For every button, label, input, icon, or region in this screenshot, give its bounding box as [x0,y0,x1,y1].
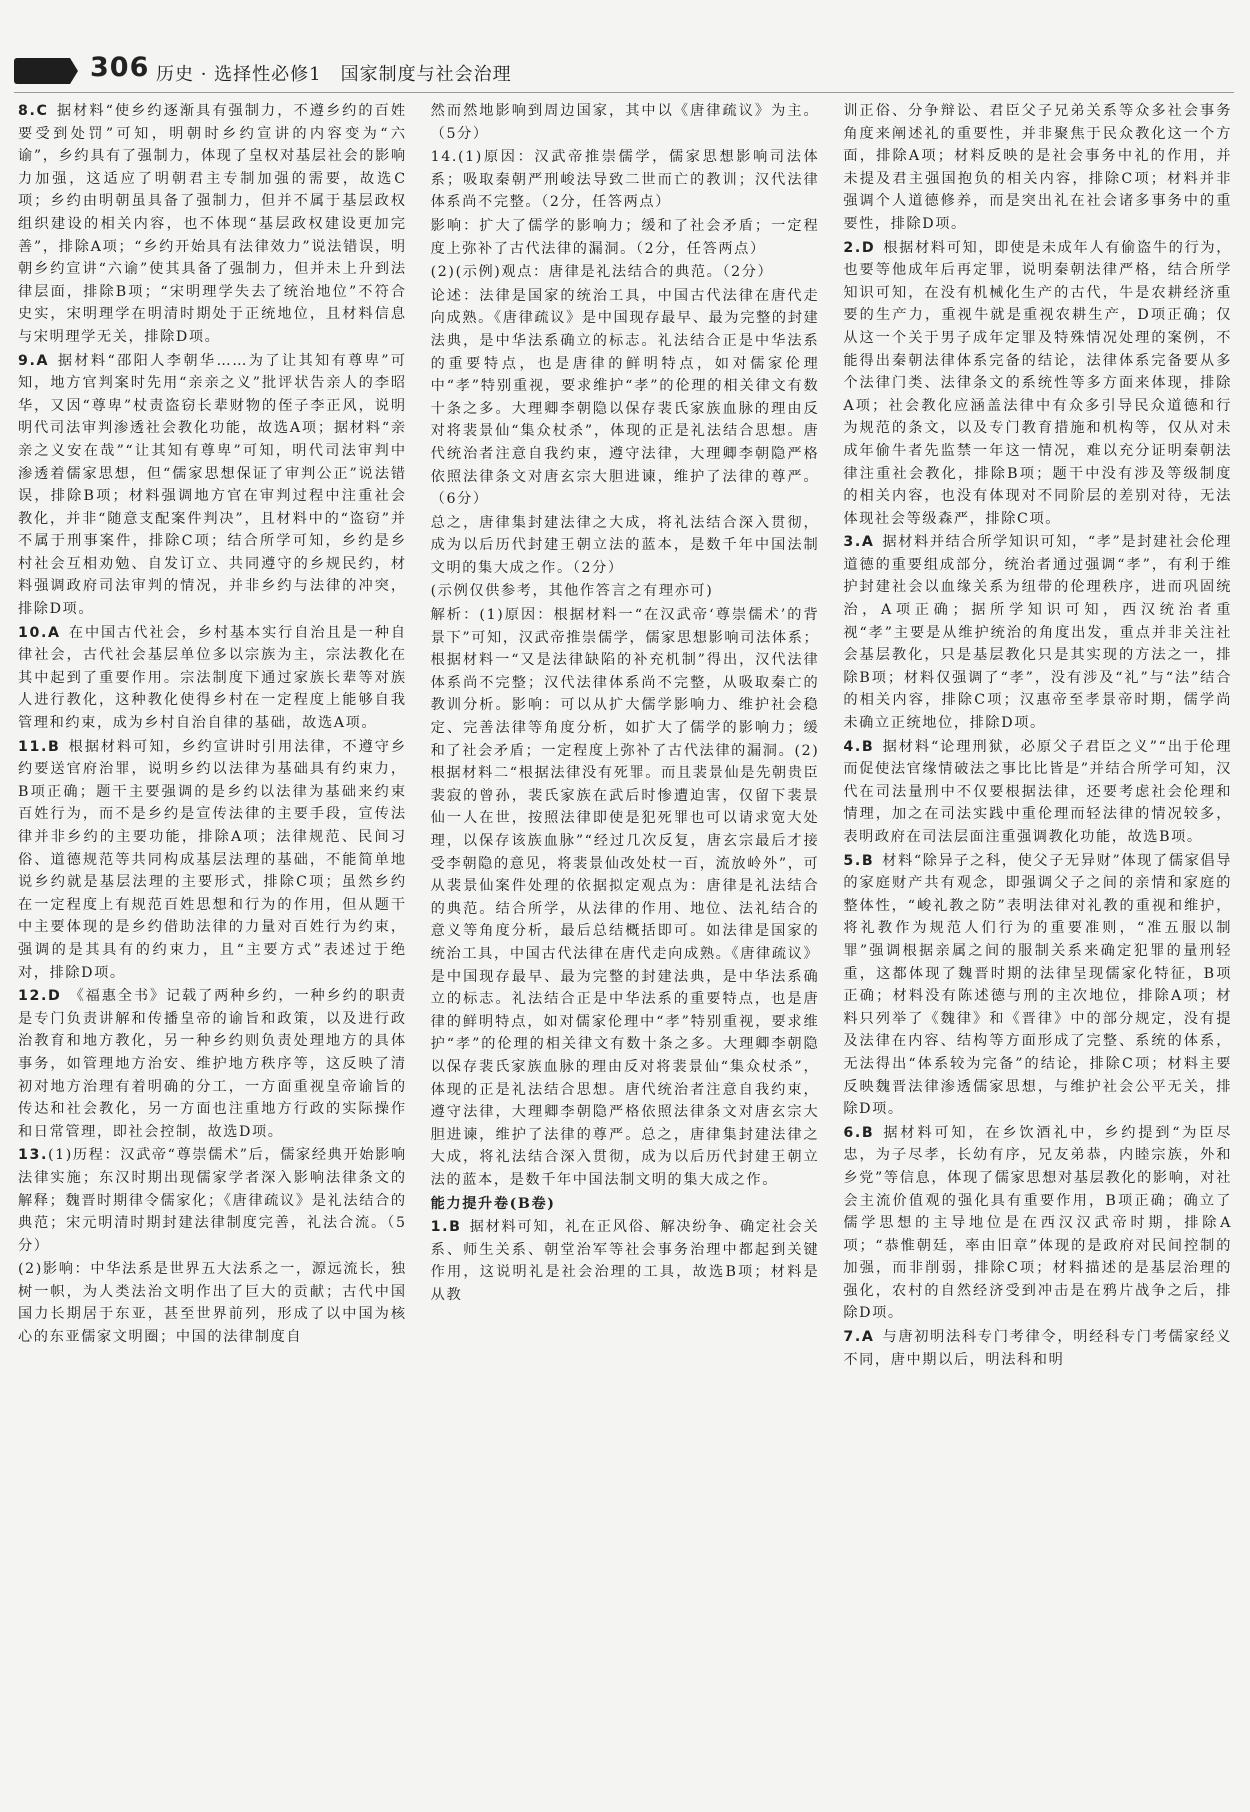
answer-letter: B [449,1219,462,1236]
book-title: 历史 · 选择性必修1 国家制度与社会治理 [156,64,512,85]
question-number: 5. [843,852,862,869]
question-number: 7. [843,1329,862,1346]
question-number: 8. [18,103,37,119]
header-tab-decoration [14,58,70,84]
answer-letter: B [861,852,875,869]
section-heading: 能力提升卷(B卷) [430,1195,556,1212]
answer-item [843,531,1232,734]
answer-item [843,736,1232,849]
answer-paragraph: 14.(1)原因：汉武帝推崇儒学，儒家思想影响司法体系；吸取秦朝严刑峻法导致二世而亡的教训；汉代法律体系尚不完整。（2分，任答两点） [430,149,820,211]
answer-item [18,622,407,735]
page-number: 306 [90,52,150,83]
answer-explanation: 训正俗、分争辩讼、君臣父子兄弟关系等众多社会事务角度来阐述礼的重要性，并非聚焦于民众教化这一个方面，排除A项；材料反映的是社会事务中礼的作用，并未提及君主强国抱负的相关内容，排除C项；材料并非强调个人道德修养，而是突出礼在社会诸多事务中的重要性，排除D项。 [843,103,1233,232]
answer-letter: A [861,1329,875,1346]
answer-item [18,350,407,621]
answer-paragraph: (2)(示例)观点：唐律是礼法结合的典范。（2分） [430,264,774,281]
page-header [14,50,1234,90]
answer-explanation: 据材料并结合所学知识可知，“孝”是封建社会伦理道德的重要组成部分，统治者通过强调“孝”，有利于维护封建社会以血缘关系为纽带的伦理秩序，进而巩固统治，A项正确；据所学知识可知，西汉统治者重视“孝”主要是从维护统治的角度出发，重点并非关注社会基层教化，只是基层教化只是其实现的方法之一，排除B项；材料仅强调了“孝”，没有涉及“礼”与“法”结合的相关内容，排除C项；汉惠帝至孝景帝时期，儒学尚未确立正统地位，排除D项。 [843,534,1233,732]
question-number: 3. [843,534,862,551]
answer-explanation: 据材料“邵阳人李朝华……为了让其知有尊卑”可知，地方官判案时先用“亲亲之义”批评状告亲人的李昭华，又因“尊卑”杖责盗窃长辈财物的侄子李正风，说明明代司法审判渗透社会教化功能，故选A项；据材料“亲亲之义安在哉”“让其知有尊卑”可知，明代司法审判中渗透着儒家思想，但“儒家思想保证了审判公正”说法错误，排除B项；材料强调地方官在审判过程中注重社会教化，并非“随意支配案件判决”，且材料中的“盗窃”并不属于刑事案件，排除C项；结合所学可知，乡约是乡村社会互相劝勉、自发订立、共同遵守的乡规民约，材料强调政府司法审判的情况，并非乡约与法律的冲突，排除D项。 [18,352,407,618]
answer-letter: B [47,738,61,755]
answer-paragraph: 解析：(1)原因：根据材料一“在汉武帝‘尊崇儒术’的背景下”可知，汉武帝推崇儒学，儒家思想影响司法体系；根据材料一“又是法律缺陷的补充机制”得出，汉代法律体系尚不完整；汉代法律体系尚不完整，从吸取秦亡的教训分析。影响：可以从扩大儒学影响力、维护社会稳定、完善法律等角度分析，如扩大了儒学的影响力；缓和了社会矛盾；一定程度上弥补了古代法律的漏洞。(2)根据材料二“根据法律没有死罪。而且裴景仙是先朝贵臣裴寂的曾孙，裴氏家族在武后时惨遭迫害，仅留下裴景仙一人在世，按照法律即使是犯死罪也可以请求宽大处理，以保存该族血脉”“经过几次反复，唐玄宗最后才接受李朝隐的意见，将裴景仙改处杖一百，流放岭外”，可从裴景仙案件处理的依据拟定观点为：唐律是礼法结合的典范。结合所学，从法律的作用、地位、法礼结合的意义等角度分析，最后总结概括即可。如法律是国家的统治工具，中国古代法律在唐代走向成熟。《唐律疏议》是中国现存最早、最为完整的封建法典，是中华法系确立的标志。礼法结合正是中华法系的重要特点，也是唐律的鲜明特点，如对儒家伦理中“孝”特别重视，要求维护“孝”的伦理的相关律文有数十条之多。大理卿李朝隐以保存裴氏家族血脉的理由反对将裴景仙“集众杖杀”，体现的正是礼法结合思想。唐代统治者注意自我约束，遵守法律，大理卿李朝隐严格依照法律条文对唐玄宗大胆进谏，维护了法律的尊严。总之，唐律集封建法律之大成，将礼法结合深入贯彻，成为以后历代封建王朝立法的蓝本，是数千年中国法制文明的集大成之作。 [430,607,820,1188]
answer-explanation: (1)历程：汉武帝“尊崇儒术”后，儒家经典开始影响法律实施；东汉时期出现儒家学者深入影响法律条文的解释；魏晋时期律令儒家化；《唐律疏议》是礼法结合的典范；宋元明清时期封建法律制度完善，礼法合流。（5分） [18,1147,407,1254]
answer-letter: B [861,738,875,755]
answer-paragraph: (示例仅供参考，其他作答言之有理亦可) [430,583,714,600]
question-number: 12. [18,988,48,1005]
answer-letter: D [47,988,62,1005]
answer-paragraph: 总之，唐律集封建法律之大成，将礼法结合深入贯彻，成为以后历代封建王朝立法的蓝本，是数千年中国法制文明的集大成之作。（2分） [430,514,820,576]
answer-letter: A [47,624,61,641]
answer-explanation: 据材料可知，礼在正风俗、解决纷争、确定社会关系、师生关系、朝堂治军等社会事务治理中都起到关键作用，这说明礼是社会治理的工具，故选B项；材料是从教 [430,1219,820,1303]
answer-explanation: (2)影响：中华法系是世界五大法系之一，源远流长，独树一帜，为人类法治文明作出了巨大的贡献；古代中国国力长期居于东亚，甚至世界前列，形成了以中国为核心的东亚儒家文明圈；中国的法律制度自 [18,1261,407,1346]
column-2 [431,100,820,1790]
answer-item [843,1326,1232,1371]
answer-explanation: 根据材料可知，即使是未成年人有偷盗牛的行为，也要等他成年后再定罪，说明秦朝法律严格，结合所学知识可知，在没有机械化生产的古代，牛是农耕经济重要的生产力，重视牛就是重视农耕生产，D项正确；仅从这一个关于男子成年定罪及特殊情况处理的案例，不能得出秦朝法律体系完备的结论，法律体系完备要从多个法律门类、法律条文的系统性等多方面来体现，排除A项；社会教化应涵盖法律中有众多引导民众道德和行为规范的条文，以及专门教育措施和机构等，仅从对未成年偷牛者先监禁一年这一情况，难以充分证明秦朝法律注重社会教化，排除B项；题干中没有涉及等级制度的相关内容，也没有体现对不同阶层的差别对待，无法体现社会等级森严，排除C项。 [843,239,1233,527]
answer-explanation: 根据材料可知，乡约宣讲时引用法律，不遵守乡约要送官府治罪，说明乡约以法律为基础具有约束力，B项正确；题干主要强调的是乡约以法律为基础来约束百姓行为，而不是乡约是宣传法律的主要手段，宣传法律并非乡约的主要功能，排除A项；法律规范、民间习俗、道德规范等共同构成基层法理的基础，不能简单地说乡约就是基层法理的主要形式，排除C项；虽然乡约在一定程度上有规范百姓思想和行为的作用，但从题干中主要体现的是乡约借助法律的力量对百姓行为约束，强调的是其具有的约束力，且“主要方式”表述过于绝对，排除D项。 [18,738,407,981]
answer-item [18,1258,407,1348]
text-columns [18,100,1232,1790]
answer-paragraph: 影响：扩大了儒学的影响力；缓和了社会矛盾；一定程度上弥补了古代法律的漏洞。（2分，任答两点） [430,217,820,257]
answer-explanation: 据材料“使乡约逐渐具有强制力，不遵乡约的百姓要受到处罚”可知，明朝时乡约宣讲的内容变为“六谕”，乡约具有了强制力，体现了皇权对基层社会的影响力加强，这适应了明朝君主专制加强的需要，故选C项；乡约由明朝虽具备了强制力，但并不属于基层政权组织建设的相关内容，也不体现“基层政权建设更加完善”，排除A项；“乡约开始具有法律效力”说法错误，明朝乡约宣讲“六谕”使其具备了强制力，但并未上升到法律层面，排除B项；“宋明理学失去了统治地位”不符合史实，宋明理学在明清时期处于正统地位，且材料信息与宋明理学无关，排除D项。 [18,103,407,345]
answer-explanation: 据材料“论理刑狱，必原父子君臣之义”“出于伦理而促使法官缘情破法之事比比皆是”并结合所学可知，汉代在司法量刑中不仅要根据法律，还要考虑社会伦理和情理，加之在司法实践中重伦理而轻法律的情况较多，表明政府在司法层面注重强调教化功能，故选B项。 [843,738,1233,845]
answer-paragraph: 论述：法律是国家的统治工具，中国古代法律在唐代走向成熟。《唐律疏议》是中国现存最早、最为完整的封建法典，是中华法系确立的标志。礼法结合正是中华法系的重要特点，也是唐律的鲜明特点，如对儒家伦理中“孝”特别重视，要求维护“孝”的伦理的相关律文有数十条之多。大理卿李朝隐以保存裴氏家族血脉的理由反对将裴景仙“集众杖杀”，体现的正是礼法结合思想。唐代统治者注意自我约束，遵守法律，大理卿李朝隐严格依照法律条文对唐玄宗大胆进谏，维护了法律的尊严。（6分） [430,287,820,508]
answer-explanation: 在中国古代社会，乡村基本实行自治且是一种自律社会，古代社会基层单位多以宗族为主，宗法教化在其中起到了重要作用。宗法制度下通过家族长辈等对族人进行教化，这种教化使得乡村在一定程度上能够自我管理和约束，成为乡村自治自律的基础，故选A项。 [18,624,407,732]
question-number: 11. [18,738,48,755]
answer-paragraph: 然而然地影响到周边国家，其中以《唐律疏议》为主。（5分） [430,103,820,142]
answer-letter: C [36,103,49,119]
answer-item [18,736,407,985]
answer-item [431,1216,820,1306]
question-number: 4. [843,738,862,755]
answer-item [843,100,1232,236]
answer-item [18,100,407,349]
answer-explanation: 材料“除异子之科，使父子无异财”体现了儒家倡导的家庭财产共有观念，即强调父子之间的亲情和家庭的整体性，“峻礼教之防”表明法律对礼教的重视和维护，将礼教作为规范人们行为的重要准则，“准五服以制罪”强调根据亲属之间的服制关系来确定犯罪的量刑轻重，这都体现了魏晋时期的法律呈现儒家化特征，B项正确；材料没有陈述德与刑的主次地位，排除A项；材料只列举了《魏律》和《晋律》中的部分规定，没有提及法律在内容、结构等方面形成了完整、系统的体系，无法得出“体系较为完备”的结论，排除C项；材料主要反映魏晋法律渗透儒家思想，与维护社会公平无关，排除D项。 [843,852,1233,1118]
column-3 [843,100,1232,1790]
answer-explanation: 据材料可知，在乡饮酒礼中，乡约提到“为臣尽忠，为子尽孝，长幼有序，兄友弟恭，内睦宗族，外和乡党”等信息，体现了儒家思想对基层教化的影响，对社会主流价值观的强化具有重要作用，B项正确；确立了儒学思想的主导地位是在西汉汉武帝时期，排除A项；“恭惟朝廷，率由旧章”体现的是政府对民间控制的加强，而非削弱，排除C项；材料描述的是基层治理的强化，农村的自然经济受到冲击是在鸦片战争之后，排除D项。 [843,1124,1233,1322]
answer-explanation: 《福惠全书》记载了两种乡约，一种乡约的职责是专门负责讲解和传播皇帝的谕旨和政策，以及进行政治教育和地方教化，另一种乡约则负责处理地方的具体事务，如管理地方治安、维护地方秩序等，这反映了清初对地方治理有着明确的分工，一方面重视皇帝谕旨的传达和社会教化，另一方面也注重地方行政的实际操作和日常管理，即社会控制，故选D项。 [18,988,407,1140]
answer-letter: D [861,239,876,256]
question-number: 2. [843,239,862,256]
answer-letter: B [861,1124,875,1141]
answer-item [18,1144,407,1257]
answer-item [843,850,1232,1121]
answer-explanation: 与唐初明法科专门考律令，明经科专门考儒家经义不同，唐中期以后，明法科和明 [843,1329,1233,1368]
column-1 [18,100,407,1790]
answer-letter: A [36,352,50,369]
question-number: 9. [18,352,37,369]
question-number: 10. [18,624,48,641]
question-number: 6. [843,1124,862,1141]
answer-letter: A [861,534,875,551]
header-divider [14,92,1234,93]
question-number: 1. [430,1219,450,1236]
answer-item [843,237,1232,531]
question-number: 13. [18,1147,48,1164]
answer-item [18,985,407,1143]
answer-item [843,1122,1232,1325]
